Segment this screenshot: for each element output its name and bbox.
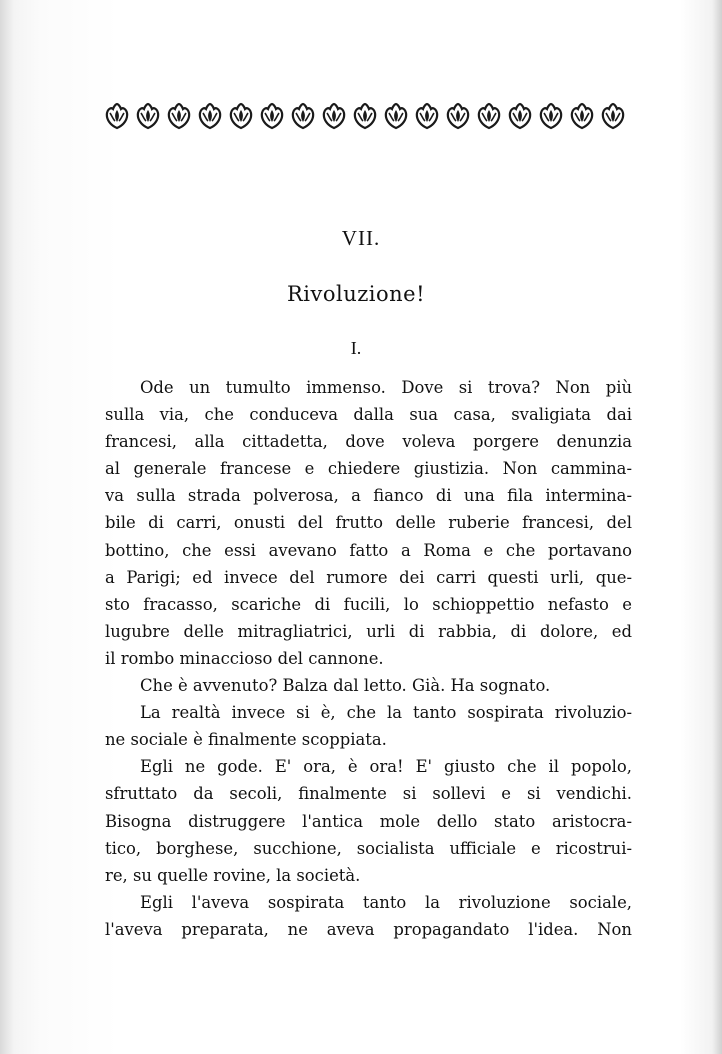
text-line: Egli ne gode. E' ora, è ora! E' giusto che il popolo, (140, 757, 632, 777)
text-line: al generale francese e chiedere giustizia. Non cammina- (105, 459, 632, 479)
floral-tulip-icon (538, 101, 564, 131)
floral-tulip-icon (476, 101, 502, 131)
text-line: Che è avvenuto? Balza dal letto. Già. Ha sognato. (140, 676, 551, 696)
text-line: bile di carri, onusti del frutto delle ruberie francesi, del (105, 513, 632, 533)
text-line: Egli l'aveva sospirata tanto la rivoluzione sociale, (140, 892, 632, 912)
text-line: il rombo minaccioso del cannone. (105, 648, 384, 668)
text-line: ne sociale è finalmente scoppiata. (105, 730, 387, 750)
floral-tulip-icon (414, 101, 440, 131)
floral-tulip-icon (600, 101, 626, 131)
text-line: re, su quelle rovine, la società. (105, 865, 361, 885)
floral-tulip-icon (259, 101, 285, 131)
floral-tulip-icon (507, 101, 533, 131)
body-text (105, 374, 632, 943)
section-number: I. (350, 338, 362, 358)
chapter-number: VII. (341, 226, 381, 250)
text-line: lugubre delle mitragliatrici, urli di rabbia, di dolore, ed (105, 621, 632, 641)
text-line: sto fracasso, scariche di fucili, lo schioppettio nefasto e (105, 594, 632, 614)
floral-tulip-icon (166, 101, 192, 131)
floral-tulip-icon (104, 101, 130, 131)
floral-tulip-icon (290, 101, 316, 131)
floral-tulip-icon (569, 101, 595, 131)
text-line: Ode un tumulto immenso. Dove si trova? Non più (140, 378, 632, 397)
text-line: francesi, alla cittadetta, dove voleva porgere denunzia (105, 432, 632, 452)
floral-tulip-icon (321, 101, 347, 131)
floral-tulip-icon (352, 101, 378, 131)
text-line: Bisogna distruggere l'antica mole dello stato aristocra- (105, 811, 632, 831)
floral-tulip-icon (228, 101, 254, 131)
floral-tulip-icon (383, 101, 409, 131)
text-line: va sulla strada polverosa, a fianco di una fila intermina- (105, 486, 632, 506)
decorative-ornament-band (104, 96, 626, 136)
chapter-title: Rivoluzione! (286, 282, 426, 306)
floral-tulip-icon (197, 101, 223, 131)
floral-tulip-icon (135, 101, 161, 131)
text-line: bottino, che essi avevano fatto a Roma e che portavano (105, 540, 632, 560)
floral-tulip-icon (445, 101, 471, 131)
text-line: tico, borghese, succhione, socialista ufficiale e ricostrui- (105, 838, 632, 858)
text-line: sfruttato da secoli, finalmente si sollevi e si vendichi. (105, 784, 632, 804)
text-line: l'aveva preparata, ne aveva propagandato l'idea. Non (105, 919, 632, 939)
text-line: sulla via, che conduceva dalla sua casa, svaligiata dai (105, 405, 632, 425)
text-line: a Parigi; ed invece del rumore dei carri questi urli, que- (105, 567, 632, 587)
text-line: La realtà invece si è, che la tanto sospirata rivoluzio- (140, 703, 632, 723)
